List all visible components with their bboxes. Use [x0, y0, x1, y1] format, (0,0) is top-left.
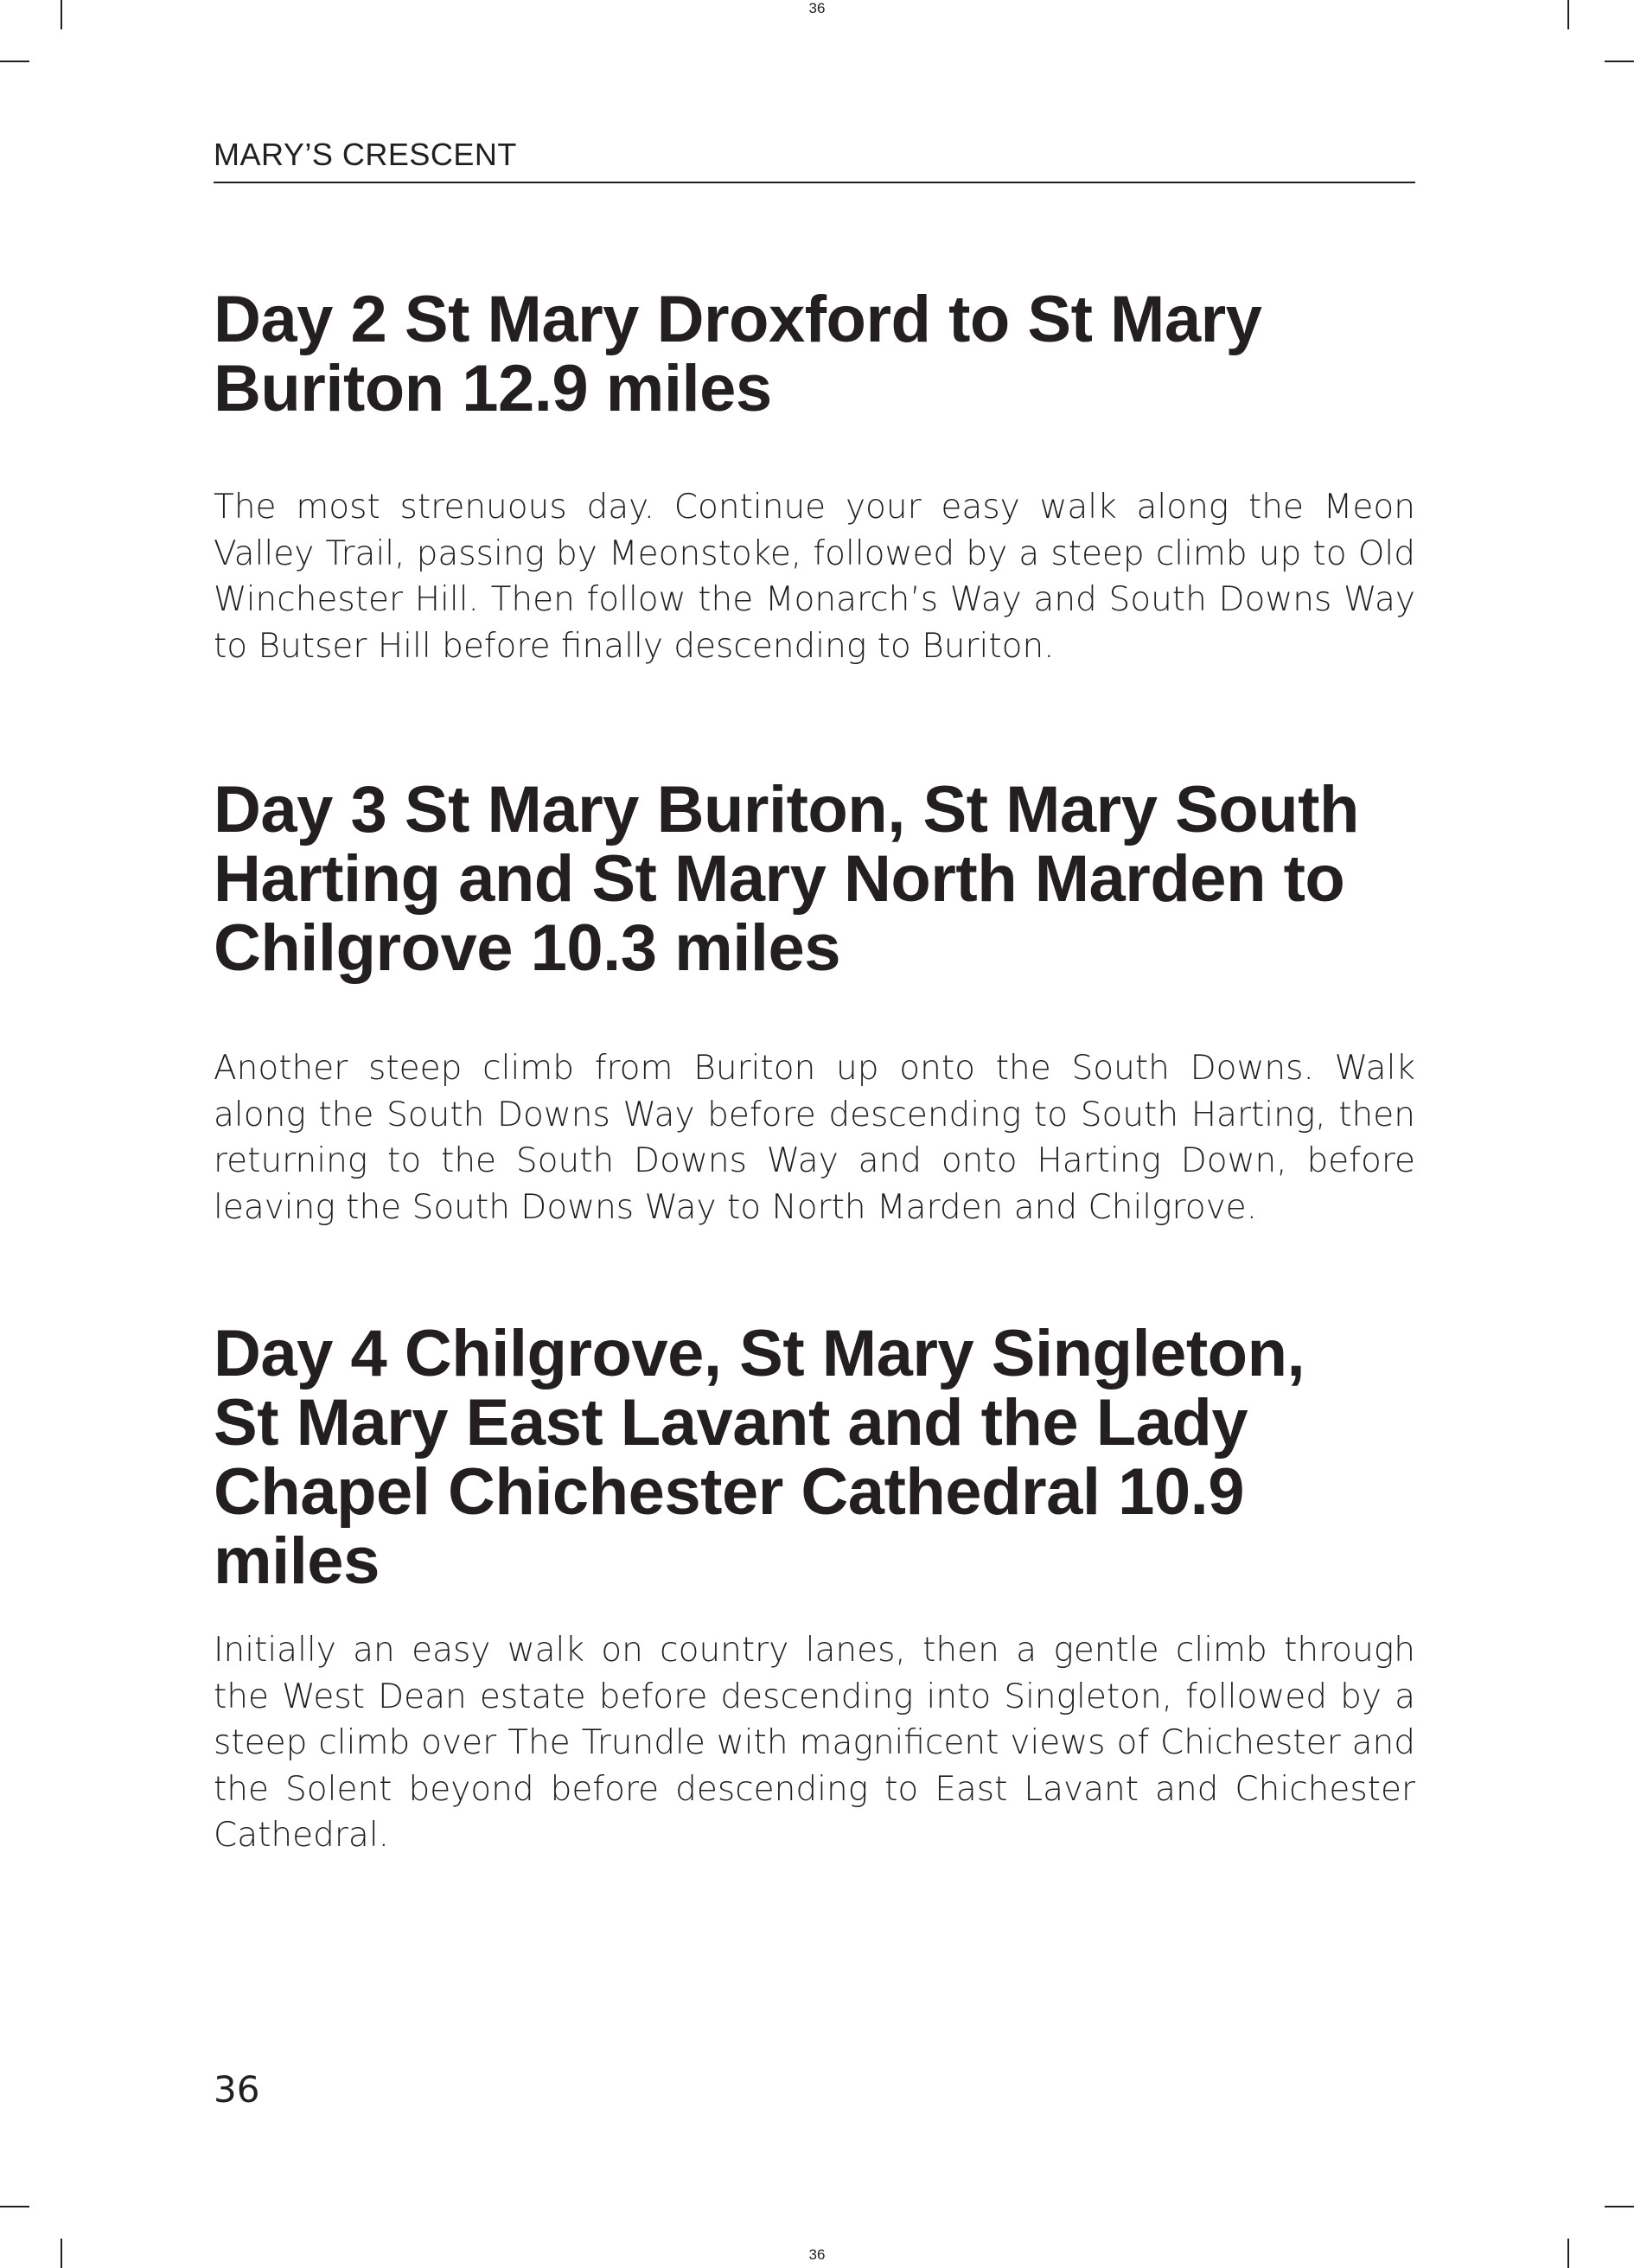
day-3-heading — [214, 773, 1415, 985]
slug-number-top: 36 — [808, 0, 826, 16]
page-number: 36 — [214, 2068, 260, 2111]
day-2-section — [214, 285, 1415, 669]
crop-mark — [0, 61, 29, 62]
day-4-heading-text: Day 4 Chilgrove, St Mary Singleton, St Mary East Lavant and the Lady Chapel Chichester Cathedral 10.9 miles — [214, 1317, 1305, 1598]
page-content — [214, 285, 1415, 1859]
running-head: MARY’S CRESCENT — [214, 137, 1415, 183]
crop-mark — [0, 2206, 29, 2207]
day-2-heading-text: Day 2 St Mary Droxford to St Mary Buriton 12.9 miles — [214, 283, 1262, 425]
day-2-heading — [214, 285, 1415, 424]
day-4-heading — [214, 1319, 1337, 1596]
slug-number-bottom: 36 — [808, 2246, 826, 2263]
day-2-description: The most strenuous day. Continue your easy walk along the Meon Valley Trail, passing by Meonstoke, followed by a steep climb up to Old Winchester Hill. Then follow the Monarch’s Way and South Downs Way to Butser Hill before finally descending to Buriton. — [214, 488, 1415, 666]
day-4-section — [214, 1319, 1415, 1859]
day-3-heading-text: Day 3 St Mary Buriton, St Mary South Harting and St Mary North Marden to Chilgrove 10.3 miles — [214, 773, 1359, 985]
day-3-section — [214, 773, 1415, 1230]
day-4-description: Initially an easy walk on country lanes, then a gentle climb through the West Dean estate before descending into Singleton, followed by a steep climb over The Trundle with magnificent views of Chichester and the Solent beyond before descending to East Lavant and Chichester Cathedral. — [214, 1631, 1415, 1855]
day-3-description: Another steep climb from Buriton up onto the South Downs. Walk along the South Downs Way before descending to South Harting, then returning to the South Downs Way and onto Harting Down, before leaving the South Downs Way to North Marden and Chilgrove. — [214, 1049, 1415, 1227]
crop-mark — [1605, 2206, 1634, 2207]
crop-mark — [1605, 61, 1634, 62]
